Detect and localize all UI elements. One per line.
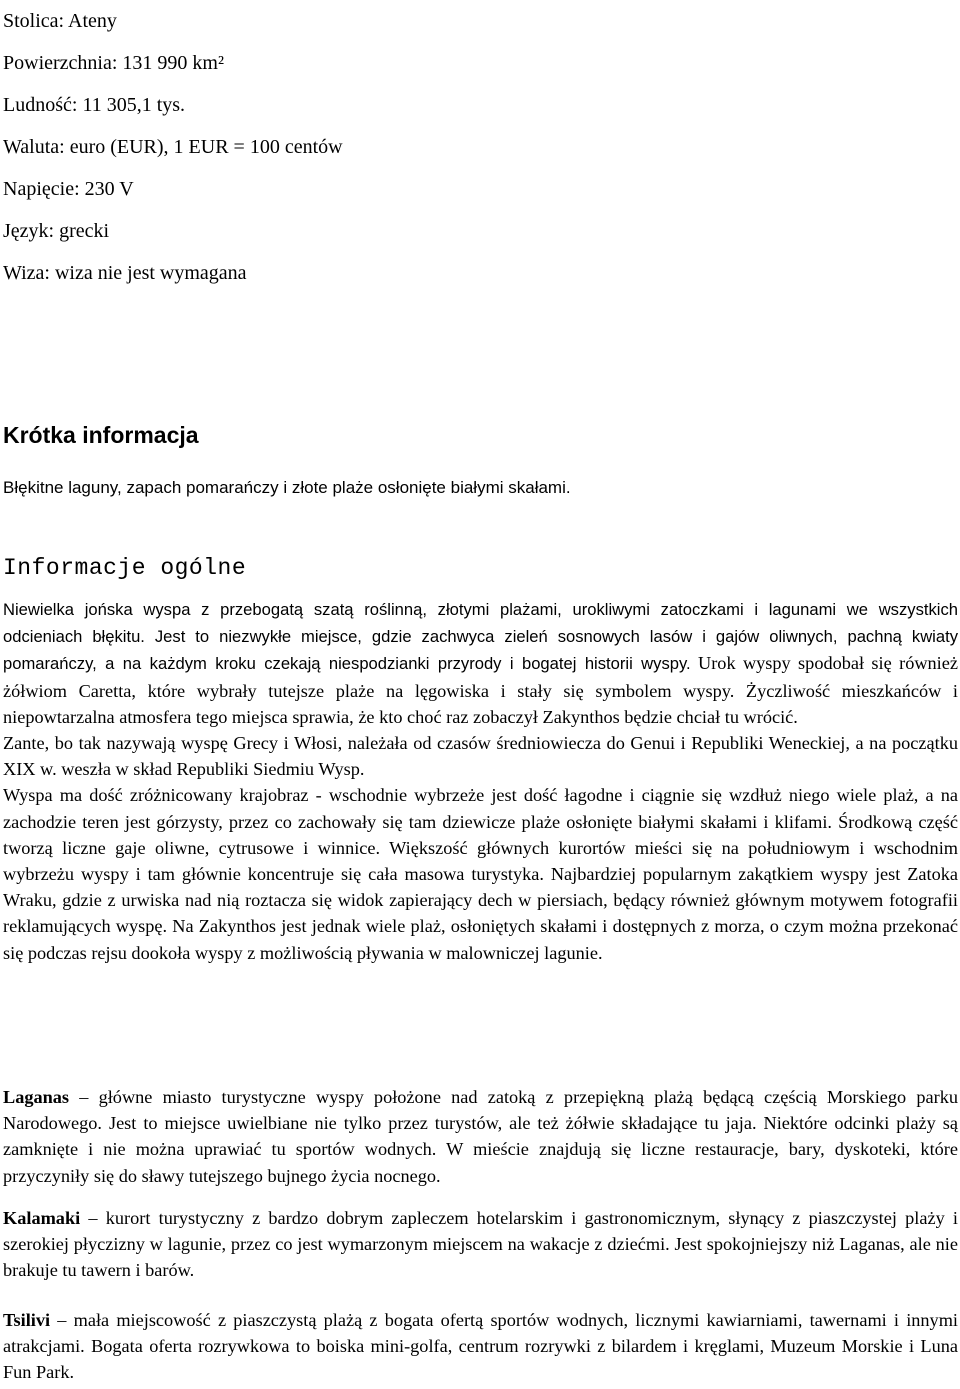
fact-language	[3, 210, 958, 252]
place-name: Kalamaki	[3, 1208, 81, 1228]
fact-currency	[3, 126, 958, 168]
short-info-heading: Krótka informacja	[3, 422, 199, 448]
general-paragraph-1	[3, 596, 958, 730]
fact-label: Stolica:	[3, 10, 68, 32]
fact-value: 230 V	[84, 178, 134, 200]
fact-label: Powierzchnia:	[3, 52, 123, 74]
fact-label: Ludność:	[3, 94, 83, 116]
document-page	[3, 0, 958, 1383]
country-facts-list	[3, 0, 958, 294]
fact-area	[3, 42, 958, 84]
fact-label: Język:	[3, 220, 60, 242]
place-name: Tsilivi	[3, 1310, 51, 1330]
place-description: – kurort turystyczny z bardzo dobrym zapleczem hotelarskim i gastronomicznym, słynący z piaszczystej plaży i szerokiej płyczizny w lagunie, przez co jest wymarzonym miejscem na wakacje z dziećmi. Jest spokojniejszy niż Laganas, ale nie brakuje tu tawern i barów.	[3, 1208, 958, 1281]
place-description: – mała miejscowość z piaszczystą plażą z bogata ofertą sportów wodnych, licznymi kawiarniami, tawernami i innymi atrakcjami. Bogata oferta rozrywkowa to boiska mini-golfa, centrum rozrywki z bilardem i kręglami, Muzeum Morskie i Luna Fun Park.	[3, 1310, 958, 1383]
fact-value: 11 305,1 tys.	[82, 94, 186, 116]
general-paragraph-2: Zante, bo tak nazywają wyspę Grecy i Włosi, należała od czasów średniowiecza do Genui i Republiki Weneckiej, a na początku XIX w. weszła w skład Republiki Siedmiu Wysp.	[3, 733, 958, 780]
fact-voltage	[3, 168, 958, 210]
fact-value: wiza nie jest wymagana	[54, 262, 247, 284]
general-paragraph-1-serif: Urok wyspy spodobał się również żółwiom Caretta, które wybrały tutejsze plaże na lęgowiska i stały się symbolem wyspy. Życzliwość mieszkańców i niepowtarzalna atmosfera tego miejsca sprawia, że kto choć raz zobaczył Zakynthos będzie chciał tu wrócić.	[3, 653, 958, 727]
fact-label: Waluta:	[3, 136, 70, 158]
general-info-body	[3, 596, 958, 966]
fact-capital	[3, 0, 958, 42]
fact-value: 131 990 km²	[122, 52, 224, 74]
fact-visa	[3, 252, 958, 294]
fact-population	[3, 84, 958, 126]
place-tsilivi	[3, 1307, 958, 1386]
general-paragraph-3: Wyspa ma dość zróżnicowany krajobraz - wschodnie wybrzeże jest dość łagodne i ciągnie się wzdłuż niego wiele plaż, a na zachodzie teren jest górzysty, przez co zachowały się tam dziewicze plaże osłonięte białymi skałami i klifami. Środkową część tworzą liczne gaje oliwne, cytrusowe i winnice. Większość głównych kurortów mieści się na południowym i wschodnim wybrzeżu wyspy i tam głównie koncentruje się cała masowa turystyka. Najbardziej popularnym zakątkiem wyspy jest Zatoka Wraku, gdzie z urwiska nad nią roztacza się widok zapierający dech w piersiach, będący również głównym motywem fotografii reklamujących wyspę. Na Zakynthos jest jednak wiele plaż, osłoniętych skałami i dostępnych z morza, o czym można przekonać się podczas rejsu dookoła wyspy z możliwością pływania w malowniczej lagunie.	[3, 785, 958, 963]
place-name: Laganas	[3, 1087, 70, 1107]
fact-value: euro (EUR), 1 EUR = 100 centów	[69, 136, 343, 158]
general-info-heading: Informacje ogólne	[3, 555, 247, 581]
fact-value: Ateny	[68, 10, 117, 32]
general-paragraph-1-sans: Niewielka jońska wyspa z przebogatą szatą roślinną, złotymi plażami, urokliwymi zatoczkami i lagunami we wszystkich odcieniach błękitu. Jest to niezwykłe miejsce, gdzie zachwyca zieleń sosnowych lasów i gajów oliwnych, pachną kwiaty pomarańczy, a na każdym kroku czekają niespodzianki przyrody i bogatej historii wyspy.	[3, 600, 958, 674]
fact-value: grecki	[59, 220, 110, 242]
fact-label: Napięcie:	[3, 178, 85, 200]
short-info-text: Błękitne laguny, zapach pomarańczy i złote plaże osłonięte białymi skałami.	[3, 478, 571, 497]
place-laganas	[3, 1084, 958, 1189]
place-description: – główne miasto turystyczne wyspy położone nad zatoką z przepiękną plażą będącą częścią Morskiego parku Narodowego. Jest to miejsce uwielbiane nie tylko przez turystów, ale też żółwie składające tu jaja. Niektóre odcinki plaży są zamknięte i nie można uprawiać tu sportów wodnych. W mieście znajdują się liczne restauracje, bary, dyskoteki, które przyczyniły się do sławy tutejszego bujnego życia nocnego.	[3, 1087, 958, 1186]
place-kalamaki	[3, 1205, 958, 1284]
fact-label: Wiza:	[3, 262, 55, 284]
